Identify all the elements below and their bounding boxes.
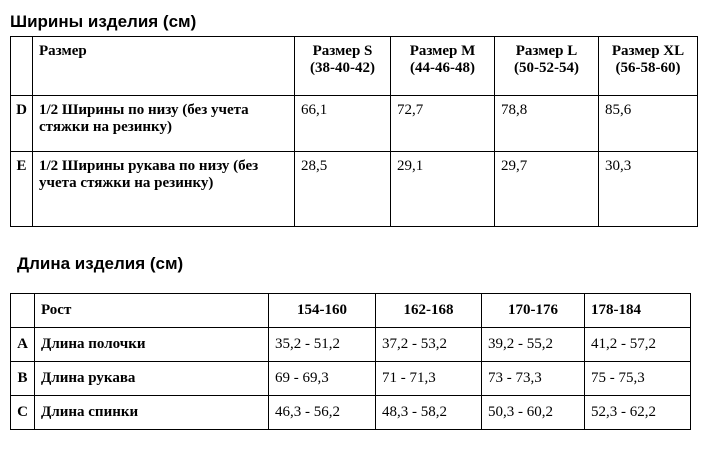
size-header-xl [599,37,698,96]
row-letter: E [11,152,33,227]
row-label: 1/2 Ширины рукава по низу (без учета стяжки на резинку) [33,152,295,227]
table-row [11,362,691,396]
size-header-label: Размер [33,37,295,96]
size-header-m [391,37,495,96]
row-value: 75 - 75,3 [585,362,691,396]
length-header-row [11,294,691,328]
row-letter: B [11,362,35,396]
width-header-row [11,37,698,96]
size-name: Размер S [312,43,373,59]
length-section-title: Длина изделия (см) [17,254,184,273]
row-value: 28,5 [295,152,391,227]
row-value: 78,8 [495,96,599,152]
table-row [11,96,698,152]
row-value: 50,3 - 60,2 [482,396,585,430]
size-header-l [495,37,599,96]
row-value: 37,2 - 53,2 [376,328,482,362]
row-value: 39,2 - 55,2 [482,328,585,362]
row-value: 46,3 - 56,2 [269,396,376,430]
row-value: 29,1 [391,152,495,227]
row-letter: D [11,96,33,152]
size-name: Размер XL [611,43,685,59]
height-header-label: Рост [35,294,269,328]
empty-cell [11,294,35,328]
row-value: 72,7 [391,96,495,152]
height-header: 178-184 [585,294,691,328]
size-range: (44-46-48) [410,60,475,76]
row-value: 66,1 [295,96,391,152]
row-letter: C [11,396,35,430]
row-value: 29,7 [495,152,599,227]
row-value: 35,2 - 51,2 [269,328,376,362]
height-header: 170-176 [482,294,585,328]
row-value: 48,3 - 58,2 [376,396,482,430]
row-value: 85,6 [599,96,698,152]
row-value: 71 - 71,3 [376,362,482,396]
table-row [11,396,691,430]
width-section-title: Ширины изделия (см) [10,12,197,31]
table-row [11,152,698,227]
row-value: 41,2 - 57,2 [585,328,691,362]
row-value: 52,3 - 62,2 [585,396,691,430]
size-range: (38-40-42) [310,60,375,76]
row-label: Длина спинки [35,396,269,430]
row-label: Длина рукава [35,362,269,396]
row-value: 69 - 69,3 [269,362,376,396]
row-letter: A [11,328,35,362]
width-table [10,36,698,227]
empty-cell [11,37,33,96]
size-name: Размер L [515,43,578,59]
size-header-s [295,37,391,96]
table-row [11,328,691,362]
row-label: 1/2 Ширины по низу (без учета стяжки на резинку) [33,96,295,152]
height-header: 154-160 [269,294,376,328]
size-name: Размер M [409,43,476,59]
size-range: (50-52-54) [514,60,579,76]
size-range: (56-58-60) [615,60,681,76]
length-table [10,293,691,430]
row-value: 30,3 [599,152,698,227]
row-value: 73 - 73,3 [482,362,585,396]
row-label: Длина полочки [35,328,269,362]
height-header: 162-168 [376,294,482,328]
